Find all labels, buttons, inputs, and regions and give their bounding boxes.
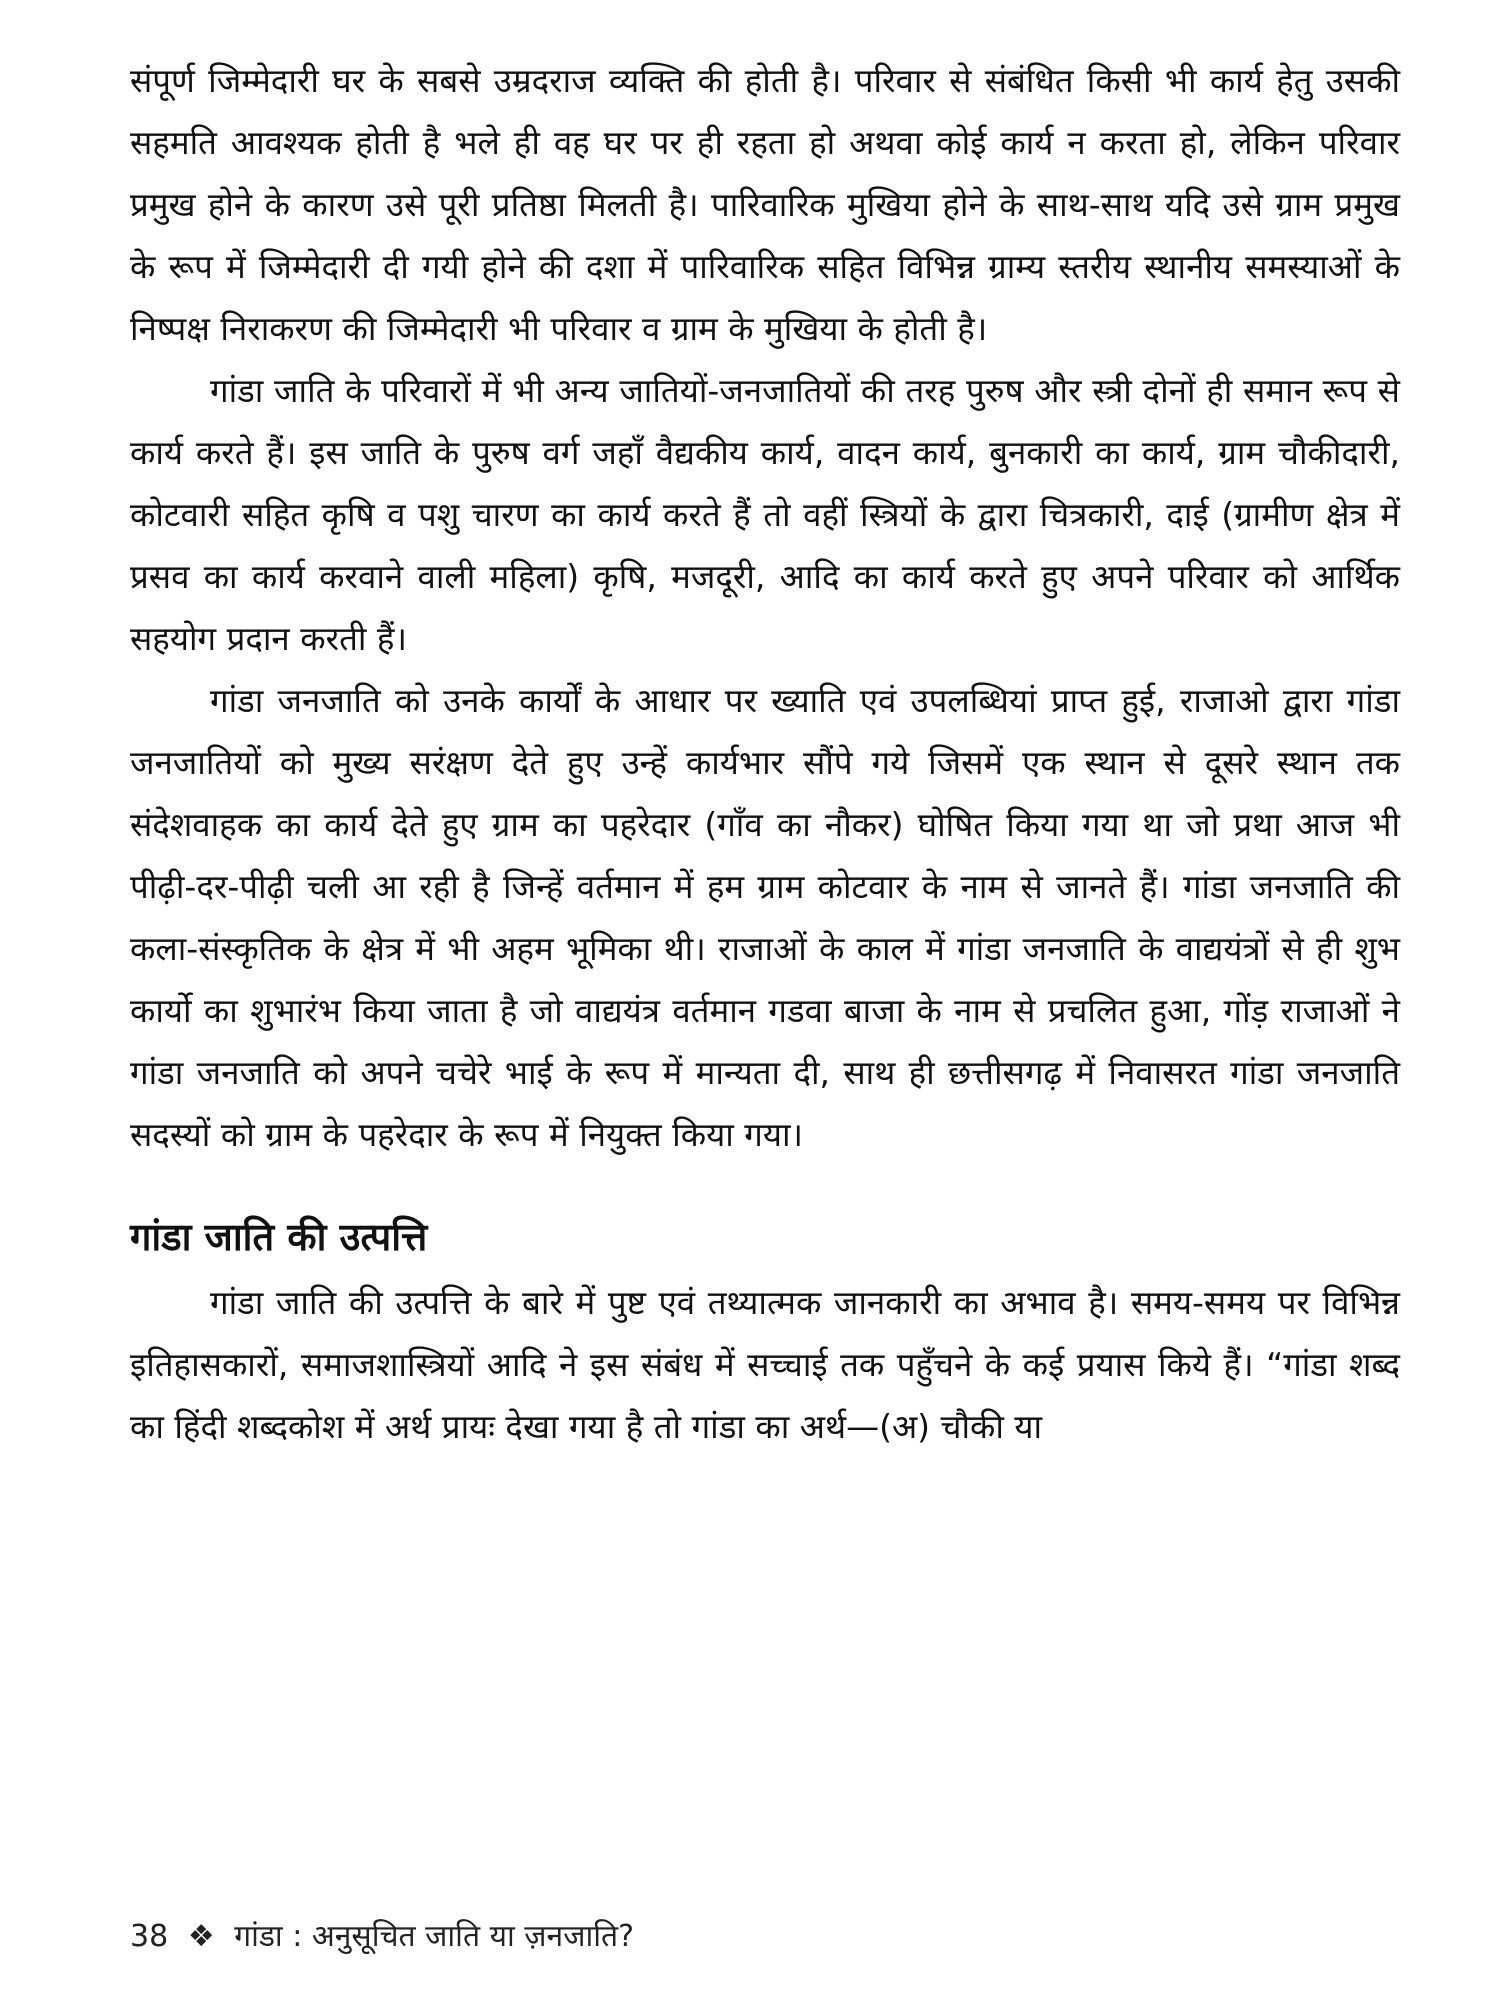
separator-ornament-icon: ❖	[187, 1919, 215, 1954]
page-footer	[130, 1917, 634, 1957]
paragraph-2: गांडा जाति के परिवारों में भी अन्य जातियों-जनजातियों की तरह पुरुष और स्त्री दोनों ही समान रूप से कार्य करते हैं। इस जाति के पुरुष वर्ग जहाँ वैद्यकीय कार्य, वादन कार्य, बुनकारी का कार्य, ग्राम चौकीदारी, कोटवारी सहित कृषि व पशु चारण का कार्य करते हैं तो वहीं स्त्रियों के द्वारा चित्रकारी, दाई (ग्रामीण क्षेत्र में प्रसव का कार्य करवाने वाली महिला) कृषि, मजदूरी, आदि का कार्य करते हुए अपने परिवार को आर्थिक सहयोग प्रदान करती हैं।	[130, 371, 1401, 658]
section-heading: गांडा जाति की उत्पत्ति	[130, 1215, 428, 1259]
section-paragraph: गांडा जाति की उत्पत्ति के बारे में पुष्ट एवं तथ्यात्मक जानकारी का अभाव है। समय-समय पर विभिन्न इतिहासकारों, समाजशास्त्रियों आदि ने इस संबंध में सच्चाई तक पहुँचने के कई प्रयास किये हैं। “गांडा शब्द का हिंदी शब्दकोश में अर्थ प्रायः देखा गया है तो गांडा का अर्थ—(अ) चौकी या	[130, 1283, 1400, 1446]
page-body	[130, 50, 1400, 1950]
running-title: गांडा : अनुसूचित जाति या ज़नजाति?	[234, 1919, 635, 1954]
paragraph-3: गांडा जनजाति को उनके कार्यों के आधार पर ख्याति एवं उपलब्धियां प्राप्त हुई, राजाओ द्वारा गांडा जनजातियों को मुख्य सरंक्षण देते हुए उन्हें कार्यभार सौंपे गये जिसमें एक स्थान से दूसरे स्थान तक संदेशवाहक का कार्य देते हुए ग्राम का पहरेदार (गाँव का नौकर) घोषित किया गया था जो प्रथा आज भी पीढ़ी-दर-पीढ़ी चली आ रही है जिन्हें वर्तमान में हम ग्राम कोटवार के नाम से जानते हैं। गांडा जनजाति की कला-संस्कृतिक के क्षेत्र में भी अहम भूमिका थी। राजाओं के काल में गांडा जनजाति के वाद्ययंत्रों से ही शुभ कार्यो का शुभारंभ किया जाता है जो वाद्ययंत्र वर्तमान गडवा बाजा के नाम से प्रचलित हुआ, गोंड़ राजाओं ने गांडा जनजाति को अपने चचेरे भाई के रूप में मान्यता दी, साथ ही छत्तीसगढ़ में निवासरत गांडा जनजाति सदस्यों को ग्राम के पहरेदार के रूप में नियुक्त किया गया।	[130, 681, 1400, 1154]
paragraph-1: संपूर्ण जिम्मेदारी घर के सबसे उम्रदराज व्यक्ति की होती है। परिवार से संबंधित किसी भी कार्य हेतु उसकी सहमति आवश्यक होती है भले ही वह घर पर ही रहता हो अथवा कोई कार्य न करता हो, लेकिन परिवार प्रमुख होने के कारण उसे पूरी प्रतिष्ठा मिलती है। पारिवारिक मुखिया होने के साथ-साथ यदि उसे ग्राम प्रमुख के रूप में जिम्मेदारी दी गयी होने की दशा में पारिवारिक सहित विभिन्न ग्राम्य स्तरीय स्थानीय समस्याओं के निष्पक्ष निराकरण की जिम्मेदारी भी परिवार व ग्राम के मुखिया के होती है।	[130, 61, 1400, 348]
page-number: 38	[130, 1919, 169, 1954]
